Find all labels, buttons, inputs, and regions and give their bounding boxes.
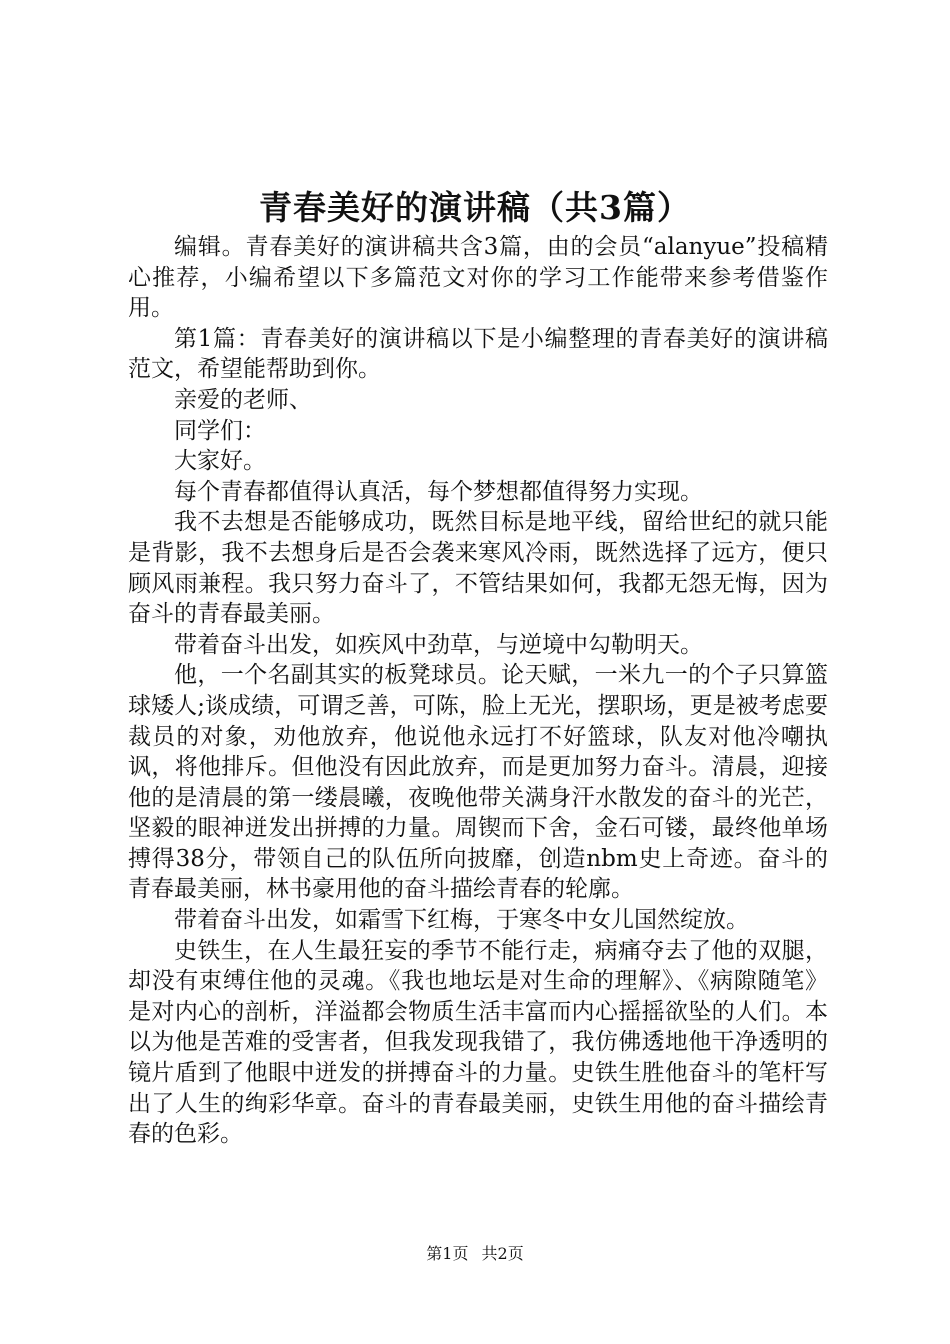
paragraph-salutation-students: 同学们： — [174, 417, 266, 444]
paragraph-chapter-1: 第1篇：青春美好的演讲稿以下是小编整理的青春美好的演讲稿范文，希望能帮助到你。 — [128, 325, 828, 383]
paragraph: 他，一个名副其实的板凳球员。论天赋，一米九一的个子只算篮球矮人;谈成绩，可谓乏善，可陈，脸上无光，摆职场，更是被考虑要裁员的对象，劝他放弃，他说他永远打不好篮球，队友对他冷嘲执讽，将他排斥。但他没有因此放弃，而是更加努力奋斗。清晨，迎接他的是清晨的第一缕晨曦，夜晚他带关满身汗水散发的奋斗的光芒，坚毅的眼神迸发出拼搏的力量。周锲而下舍，金石可镂，最终他单场搏得38分，带领自己的队伍所向披靡，创造nbm史上奇迹。奋斗的青春最美丽，林书豪用他的奋斗描绘青春的轮廓。 — [128, 662, 828, 903]
document-body — [128, 232, 828, 1150]
paragraph-greeting: 大家好。 — [174, 448, 266, 475]
document-title: 青春美好的演讲稿（共3篇） — [259, 188, 691, 227]
page-number: 第1页 — [426, 1244, 469, 1263]
paragraph: 史铁生，在人生最狂妄的季节不能行走，病痛夺去了他的双腿，却没有束缚住他的灵魂。《我也地坛是对生命的理解》、《病隙随笔》是对内心的剖析，洋溢都会物质生活丰富而内心摇摇欲坠的人们。本以为他是苦难的受害者，但我发现我错了，我仿佛透地他干净透明的镜片盾到了他眼中迸发的拼搏奋斗的力量。史铁生胜他奋斗的笔杆写出了人生的绚彩华章。奋斗的青春最美丽，史铁生用他的奋斗描绘青春的色彩。 — [128, 937, 828, 1148]
paragraph-intro: 编辑。青春美好的演讲稿共含3篇，由的会员“alanyue”投稿精心推荐，小编希望以下多篇范文对你的学习工作能带来参考借鉴作用。 — [128, 234, 828, 322]
paragraph: 我不去想是否能够成功，既然目标是地平线，留给世纪的就只能是背影，我不去想身后是否会袭来寒风冷雨，既然选择了远方，便只顾风雨兼程。我只努力奋斗了，不管结果如何，我都无怨无悔，因为奋斗的青春最美丽。 — [128, 509, 828, 628]
page-total: 共2页 — [481, 1244, 524, 1263]
paragraph: 带着奋斗出发，如疾风中劲草，与逆境中勾勒明天。 — [174, 631, 703, 658]
paragraph: 每个青春都值得认真活，每个梦想都值得努力实现。 — [174, 478, 703, 505]
paragraph: 带着奋斗出发，如霜雪下红梅，于寒冬中女儿国然绽放。 — [174, 907, 749, 934]
page-footer — [0, 1243, 950, 1265]
paragraph-salutation-teachers: 亲爱的老师、 — [174, 386, 312, 413]
